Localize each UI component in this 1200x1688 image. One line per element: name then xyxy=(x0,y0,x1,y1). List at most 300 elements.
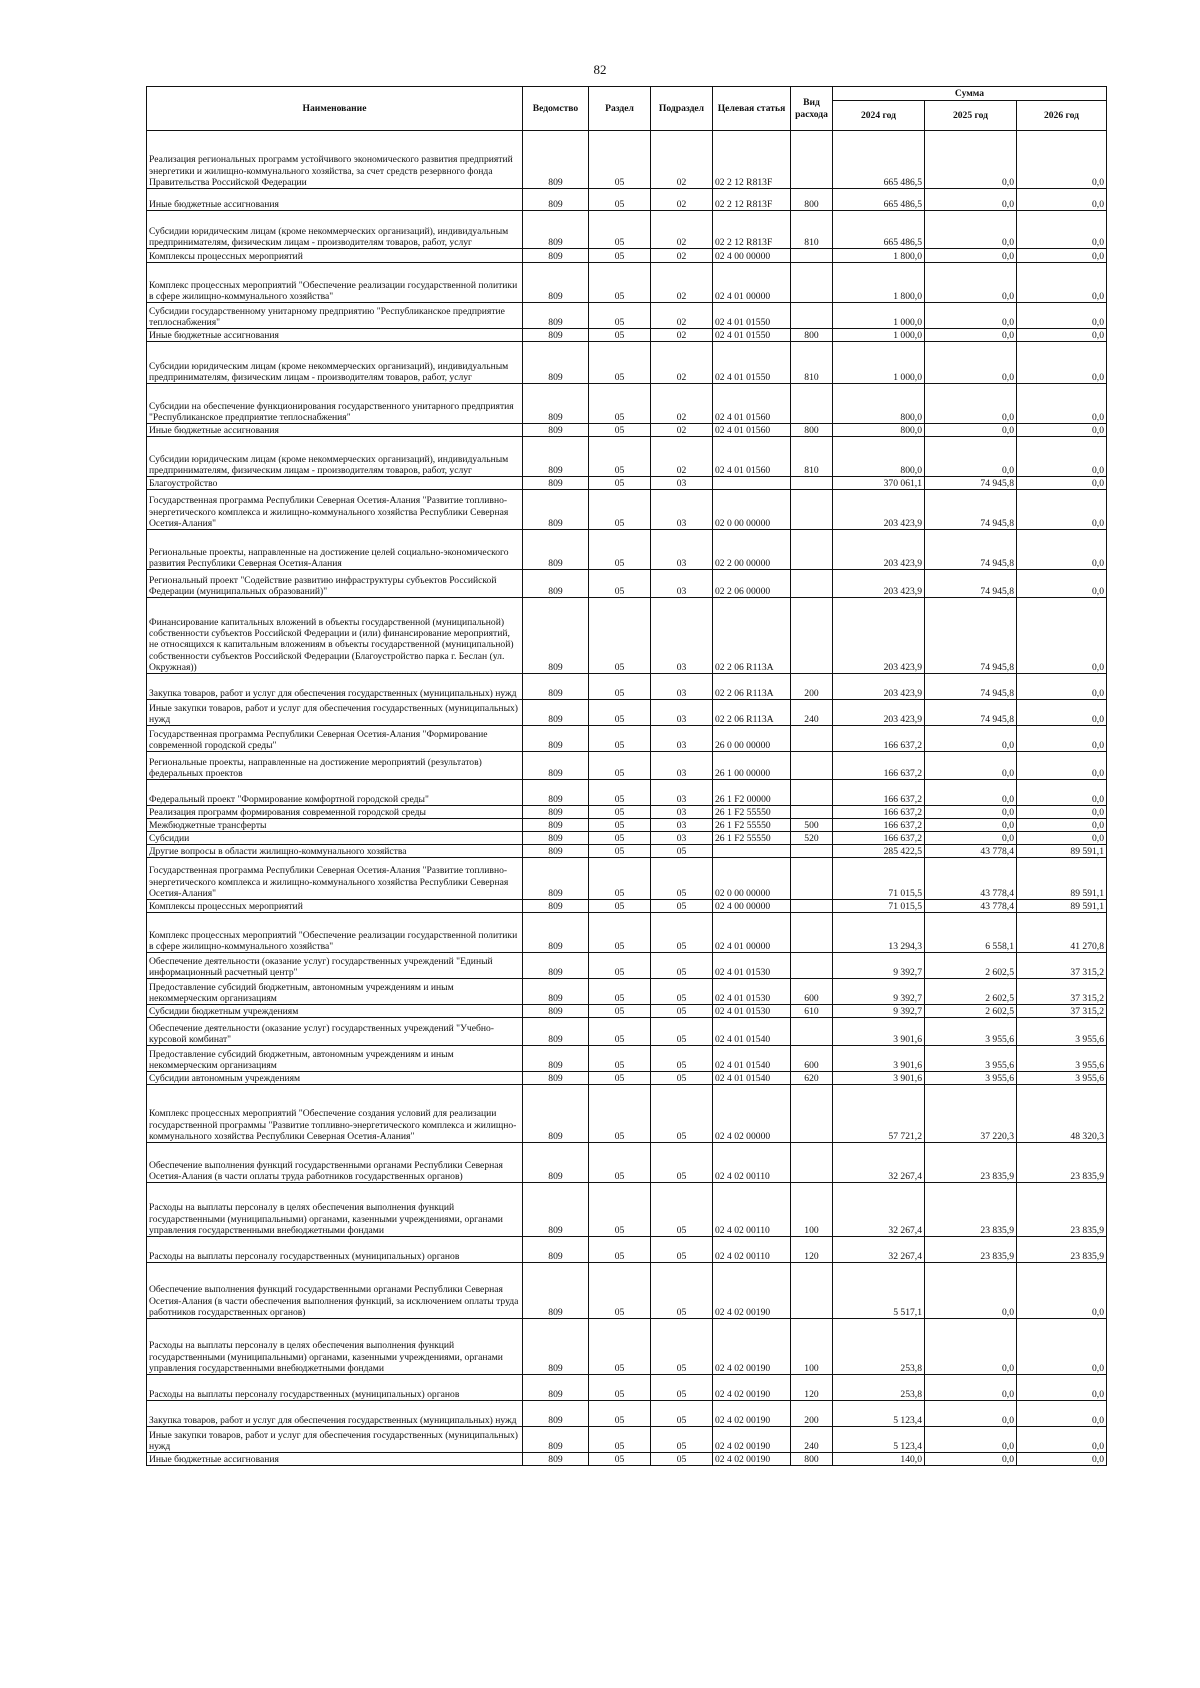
row-expense-type xyxy=(791,263,833,303)
row-podrazdel: 05 xyxy=(651,1375,713,1401)
table-row xyxy=(147,1085,1107,1143)
row-podrazdel: 05 xyxy=(651,1183,713,1237)
row-podrazdel: 03 xyxy=(651,726,713,752)
row-razdel: 05 xyxy=(589,845,651,858)
row-name: Обеспечение деятельности (оказание услуг) государственных учреждений "Учебно-курсовой комбинат" xyxy=(147,1018,523,1046)
row-sum-2025: 74 945,8 xyxy=(925,598,1017,674)
row-razdel: 05 xyxy=(589,1046,651,1072)
row-razdel: 05 xyxy=(589,437,651,477)
row-sum-2026: 89 591,1 xyxy=(1017,858,1107,900)
row-podrazdel: 03 xyxy=(651,477,713,490)
row-podrazdel: 03 xyxy=(651,806,713,819)
row-expense-type: 100 xyxy=(791,1319,833,1375)
table-row xyxy=(147,806,1107,819)
row-name: Закупка товаров, работ и услуг для обеспечения государственных (муниципальных) нужд xyxy=(147,674,523,700)
row-razdel: 05 xyxy=(589,1018,651,1046)
row-sum-2026: 23 835,9 xyxy=(1017,1237,1107,1263)
row-sum-2024: 665 486,5 xyxy=(833,211,925,249)
row-podrazdel: 05 xyxy=(651,953,713,979)
row-expense-type: 240 xyxy=(791,700,833,726)
row-vedomstvo: 809 xyxy=(523,1453,589,1466)
table-row xyxy=(147,490,1107,530)
row-sum-2025: 0,0 xyxy=(925,1319,1017,1375)
row-vedomstvo: 809 xyxy=(523,329,589,342)
table-row xyxy=(147,477,1107,490)
row-name: Региональные проекты, направленные на достижение целей социально-экономического развития Республики Северная Осетия-Алания xyxy=(147,530,523,570)
row-sum-2026: 0,0 xyxy=(1017,806,1107,819)
row-sum-2024: 665 486,5 xyxy=(833,189,925,211)
row-sum-2026: 23 835,9 xyxy=(1017,1143,1107,1183)
row-razdel: 05 xyxy=(589,726,651,752)
row-expense-type xyxy=(791,303,833,329)
row-razdel: 05 xyxy=(589,1263,651,1319)
row-razdel: 05 xyxy=(589,1183,651,1237)
row-sum-2024: 3 901,6 xyxy=(833,1018,925,1046)
row-target-article: 02 4 01 01530 xyxy=(713,953,791,979)
row-sum-2025: 0,0 xyxy=(925,726,1017,752)
row-sum-2025: 3 955,6 xyxy=(925,1018,1017,1046)
row-expense-type xyxy=(791,1085,833,1143)
row-podrazdel: 02 xyxy=(651,329,713,342)
row-sum-2024: 9 392,7 xyxy=(833,953,925,979)
row-razdel: 05 xyxy=(589,329,651,342)
row-name: Расходы на выплаты персоналу в целях обеспечения выполнения функций государственными (муниципальными) органами, казенными учреждениями, органами управления государственными внебюджетными фондами xyxy=(147,1183,523,1237)
row-sum-2025: 0,0 xyxy=(925,263,1017,303)
row-vedomstvo: 809 xyxy=(523,249,589,263)
row-sum-2025: 0,0 xyxy=(925,1453,1017,1466)
row-expense-type: 610 xyxy=(791,1005,833,1018)
row-sum-2026: 0,0 xyxy=(1017,752,1107,780)
row-sum-2026: 0,0 xyxy=(1017,1375,1107,1401)
row-podrazdel: 02 xyxy=(651,303,713,329)
row-name: Субсидии юридическим лицам (кроме некоммерческих организаций), индивидуальным предпринимателям, физическим лицам - производителям товаров, работ, услуг xyxy=(147,342,523,384)
row-razdel: 05 xyxy=(589,913,651,953)
row-sum-2025: 2 602,5 xyxy=(925,1005,1017,1018)
table-row xyxy=(147,674,1107,700)
row-name: Межбюджетные трансферты xyxy=(147,819,523,832)
row-expense-type xyxy=(791,131,833,189)
row-name: Расходы на выплаты персоналу в целях обеспечения выполнения функций государственными (муниципальными) органами, казенными учреждениями, органами управления государственными внебюджетными фондами xyxy=(147,1319,523,1375)
row-target-article: 02 2 12 R813F xyxy=(713,189,791,211)
row-podrazdel: 05 xyxy=(651,1143,713,1183)
row-sum-2026: 0,0 xyxy=(1017,342,1107,384)
table-row xyxy=(147,263,1107,303)
row-sum-2025: 43 778,4 xyxy=(925,845,1017,858)
row-target-article: 02 2 12 R813F xyxy=(713,131,791,189)
table-row xyxy=(147,303,1107,329)
row-razdel: 05 xyxy=(589,1375,651,1401)
row-sum-2024: 800,0 xyxy=(833,437,925,477)
row-target-article: 02 4 01 01560 xyxy=(713,424,791,437)
row-target-article: 02 2 06 R113A xyxy=(713,598,791,674)
row-target-article: 02 2 06 R113A xyxy=(713,674,791,700)
header-expense-type: Вид расхода xyxy=(791,87,833,131)
row-target-article: 02 4 01 00000 xyxy=(713,913,791,953)
table-row xyxy=(147,530,1107,570)
row-podrazdel: 03 xyxy=(651,832,713,845)
row-razdel: 05 xyxy=(589,1401,651,1427)
row-expense-type xyxy=(791,598,833,674)
row-target-article: 02 4 01 01550 xyxy=(713,329,791,342)
row-sum-2024: 32 267,4 xyxy=(833,1183,925,1237)
row-target-article: 02 4 02 00000 xyxy=(713,1085,791,1143)
row-expense-type xyxy=(791,1018,833,1046)
row-vedomstvo: 809 xyxy=(523,752,589,780)
row-name: Комплекс процессных мероприятий "Обеспечение реализации государственной политики в сфере жилищно-коммунального хозяйства" xyxy=(147,913,523,953)
row-podrazdel: 05 xyxy=(651,1018,713,1046)
row-sum-2025: 0,0 xyxy=(925,806,1017,819)
row-vedomstvo: 809 xyxy=(523,819,589,832)
row-vedomstvo: 809 xyxy=(523,342,589,384)
row-razdel: 05 xyxy=(589,953,651,979)
row-razdel: 05 xyxy=(589,424,651,437)
row-sum-2026: 0,0 xyxy=(1017,477,1107,490)
row-name: Федеральный проект "Формирование комфортной городской среды" xyxy=(147,780,523,806)
row-sum-2025: 37 220,3 xyxy=(925,1085,1017,1143)
row-sum-2026: 3 955,6 xyxy=(1017,1072,1107,1085)
row-name: Субсидии xyxy=(147,832,523,845)
row-expense-type: 800 xyxy=(791,424,833,437)
table-row xyxy=(147,1453,1107,1466)
row-target-article: 02 4 02 00110 xyxy=(713,1237,791,1263)
row-sum-2024: 166 637,2 xyxy=(833,726,925,752)
row-sum-2024: 71 015,5 xyxy=(833,900,925,913)
row-razdel: 05 xyxy=(589,189,651,211)
row-sum-2024: 166 637,2 xyxy=(833,752,925,780)
row-podrazdel: 05 xyxy=(651,845,713,858)
row-razdel: 05 xyxy=(589,1072,651,1085)
row-sum-2026: 0,0 xyxy=(1017,424,1107,437)
header-year-2025: 2025 год xyxy=(925,101,1017,131)
row-sum-2024: 9 392,7 xyxy=(833,1005,925,1018)
row-razdel: 05 xyxy=(589,131,651,189)
row-sum-2026: 48 320,3 xyxy=(1017,1085,1107,1143)
row-name: Реализация программ формирования современной городской среды xyxy=(147,806,523,819)
row-sum-2025: 2 602,5 xyxy=(925,979,1017,1005)
row-vedomstvo: 809 xyxy=(523,303,589,329)
row-razdel: 05 xyxy=(589,780,651,806)
header-sum: Сумма xyxy=(833,87,1107,101)
row-podrazdel: 05 xyxy=(651,1237,713,1263)
row-razdel: 05 xyxy=(589,490,651,530)
row-vedomstvo: 809 xyxy=(523,570,589,598)
row-expense-type xyxy=(791,953,833,979)
row-sum-2026: 41 270,8 xyxy=(1017,913,1107,953)
row-razdel: 05 xyxy=(589,752,651,780)
row-expense-type xyxy=(791,913,833,953)
row-razdel: 05 xyxy=(589,384,651,424)
row-sum-2026: 0,0 xyxy=(1017,384,1107,424)
row-sum-2024: 253,8 xyxy=(833,1375,925,1401)
row-vedomstvo: 809 xyxy=(523,806,589,819)
row-sum-2026: 0,0 xyxy=(1017,1427,1107,1453)
row-expense-type: 600 xyxy=(791,1046,833,1072)
row-target-article: 02 4 00 00000 xyxy=(713,249,791,263)
row-sum-2026: 0,0 xyxy=(1017,249,1107,263)
row-podrazdel: 05 xyxy=(651,1263,713,1319)
row-sum-2024: 1 800,0 xyxy=(833,249,925,263)
row-sum-2026: 0,0 xyxy=(1017,598,1107,674)
row-target-article: 02 2 06 R113A xyxy=(713,700,791,726)
row-vedomstvo: 809 xyxy=(523,490,589,530)
row-sum-2026: 0,0 xyxy=(1017,1319,1107,1375)
row-expense-type: 520 xyxy=(791,832,833,845)
row-vedomstvo: 809 xyxy=(523,900,589,913)
row-target-article: 02 4 01 01560 xyxy=(713,384,791,424)
row-name: Расходы на выплаты персоналу государственных (муниципальных) органов xyxy=(147,1237,523,1263)
header-razdel: Раздел xyxy=(589,87,651,131)
row-name: Субсидии бюджетным учреждениям xyxy=(147,1005,523,1018)
table-row xyxy=(147,1319,1107,1375)
row-sum-2026: 0,0 xyxy=(1017,1401,1107,1427)
row-expense-type: 800 xyxy=(791,329,833,342)
row-target-article: 26 1 F2 55550 xyxy=(713,806,791,819)
row-target-article: 02 0 00 00000 xyxy=(713,858,791,900)
row-vedomstvo: 809 xyxy=(523,424,589,437)
row-name: Иные закупки товаров, работ и услуг для обеспечения государственных (муниципальных) нужд xyxy=(147,1427,523,1453)
row-target-article: 02 4 01 01540 xyxy=(713,1072,791,1085)
row-sum-2026: 0,0 xyxy=(1017,437,1107,477)
row-sum-2025: 0,0 xyxy=(925,437,1017,477)
row-expense-type: 600 xyxy=(791,979,833,1005)
row-sum-2024: 5 123,4 xyxy=(833,1401,925,1427)
row-expense-type: 810 xyxy=(791,437,833,477)
row-target-article: 02 4 02 00190 xyxy=(713,1319,791,1375)
row-expense-type: 120 xyxy=(791,1375,833,1401)
table-row xyxy=(147,1018,1107,1046)
row-razdel: 05 xyxy=(589,806,651,819)
row-sum-2024: 203 423,9 xyxy=(833,490,925,530)
table-row xyxy=(147,900,1107,913)
budget-table xyxy=(146,86,1107,1466)
row-target-article: 26 1 F2 00000 xyxy=(713,780,791,806)
row-name: Обеспечение выполнения функций государственными органами Республики Северная Осетия-Алания (в части обеспечения выполнения функций, за исключением оплаты труда работников государственных органов) xyxy=(147,1263,523,1319)
row-razdel: 05 xyxy=(589,832,651,845)
row-target-article: 02 4 01 00000 xyxy=(713,263,791,303)
row-name: Комплекс процессных мероприятий "Обеспечение создания условий для реализации государственной программы "Развитие топливно-энергетического комплекса и жилищно-коммунального хозяйства Республики Северная Осетия-Алания" xyxy=(147,1085,523,1143)
row-sum-2024: 253,8 xyxy=(833,1319,925,1375)
row-expense-type xyxy=(791,384,833,424)
row-target-article: 02 4 01 01540 xyxy=(713,1018,791,1046)
row-vedomstvo: 809 xyxy=(523,477,589,490)
row-sum-2024: 370 061,1 xyxy=(833,477,925,490)
row-podrazdel: 05 xyxy=(651,858,713,900)
row-sum-2026: 0,0 xyxy=(1017,530,1107,570)
row-vedomstvo: 809 xyxy=(523,1046,589,1072)
row-sum-2025: 0,0 xyxy=(925,1375,1017,1401)
row-name: Обеспечение выполнения функций государственными органами Республики Северная Осетия-Алания (в части оплаты труда работников государственных органов) xyxy=(147,1143,523,1183)
row-sum-2024: 140,0 xyxy=(833,1453,925,1466)
row-razdel: 05 xyxy=(589,1453,651,1466)
row-sum-2024: 285 422,5 xyxy=(833,845,925,858)
row-razdel: 05 xyxy=(589,1143,651,1183)
row-sum-2025: 0,0 xyxy=(925,1401,1017,1427)
row-podrazdel: 03 xyxy=(651,780,713,806)
row-sum-2025: 0,0 xyxy=(925,329,1017,342)
row-podrazdel: 05 xyxy=(651,913,713,953)
row-sum-2025: 74 945,8 xyxy=(925,674,1017,700)
row-sum-2025: 0,0 xyxy=(925,832,1017,845)
row-podrazdel: 03 xyxy=(651,530,713,570)
row-vedomstvo: 809 xyxy=(523,1183,589,1237)
row-sum-2024: 1 000,0 xyxy=(833,329,925,342)
row-target-article: 02 4 01 01530 xyxy=(713,979,791,1005)
row-sum-2025: 0,0 xyxy=(925,342,1017,384)
table-row xyxy=(147,913,1107,953)
row-sum-2024: 71 015,5 xyxy=(833,858,925,900)
row-podrazdel: 05 xyxy=(651,1046,713,1072)
row-razdel: 05 xyxy=(589,530,651,570)
table-row xyxy=(147,1401,1107,1427)
row-target-article: 02 4 02 00190 xyxy=(713,1375,791,1401)
row-sum-2026: 37 315,2 xyxy=(1017,1005,1107,1018)
row-sum-2026: 3 955,6 xyxy=(1017,1018,1107,1046)
row-vedomstvo: 809 xyxy=(523,780,589,806)
table-row xyxy=(147,342,1107,384)
row-sum-2025: 43 778,4 xyxy=(925,900,1017,913)
table-body xyxy=(147,131,1107,1466)
row-razdel: 05 xyxy=(589,477,651,490)
row-sum-2026: 0,0 xyxy=(1017,490,1107,530)
row-podrazdel: 02 xyxy=(651,211,713,249)
row-podrazdel: 05 xyxy=(651,1319,713,1375)
row-sum-2026: 0,0 xyxy=(1017,329,1107,342)
row-name: Субсидии государственному унитарному предприятию "Республиканское предприятие теплоснабжения" xyxy=(147,303,523,329)
row-sum-2026: 23 835,9 xyxy=(1017,1183,1107,1237)
header-target-article: Целевая статья xyxy=(713,87,791,131)
row-expense-type xyxy=(791,477,833,490)
row-sum-2024: 203 423,9 xyxy=(833,700,925,726)
row-razdel: 05 xyxy=(589,598,651,674)
row-podrazdel: 02 xyxy=(651,342,713,384)
row-sum-2025: 2 602,5 xyxy=(925,953,1017,979)
row-sum-2025: 23 835,9 xyxy=(925,1183,1017,1237)
table-row xyxy=(147,1005,1107,1018)
row-sum-2024: 203 423,9 xyxy=(833,530,925,570)
row-podrazdel: 05 xyxy=(651,1005,713,1018)
row-podrazdel: 05 xyxy=(651,1085,713,1143)
row-target-article: 02 4 02 00110 xyxy=(713,1183,791,1237)
table-row xyxy=(147,424,1107,437)
header-name: Наименование xyxy=(147,87,523,131)
row-vedomstvo: 809 xyxy=(523,1072,589,1085)
header-year-2026: 2026 год xyxy=(1017,101,1107,131)
row-podrazdel: 02 xyxy=(651,131,713,189)
row-vedomstvo: 809 xyxy=(523,979,589,1005)
row-vedomstvo: 809 xyxy=(523,726,589,752)
row-vedomstvo: 809 xyxy=(523,845,589,858)
row-target-article: 26 1 F2 55550 xyxy=(713,832,791,845)
row-vedomstvo: 809 xyxy=(523,858,589,900)
row-sum-2025: 0,0 xyxy=(925,384,1017,424)
row-razdel: 05 xyxy=(589,900,651,913)
row-sum-2024: 9 392,7 xyxy=(833,979,925,1005)
row-target-article: 02 4 01 01560 xyxy=(713,437,791,477)
row-target-article: 26 1 F2 55550 xyxy=(713,819,791,832)
row-target-article: 02 4 01 01550 xyxy=(713,342,791,384)
row-sum-2026: 37 315,2 xyxy=(1017,953,1107,979)
table-row xyxy=(147,598,1107,674)
row-sum-2025: 23 835,9 xyxy=(925,1237,1017,1263)
table-row xyxy=(147,1143,1107,1183)
row-expense-type xyxy=(791,570,833,598)
row-sum-2025: 23 835,9 xyxy=(925,1143,1017,1183)
row-razdel: 05 xyxy=(589,819,651,832)
row-razdel: 05 xyxy=(589,1319,651,1375)
row-razdel: 05 xyxy=(589,263,651,303)
row-target-article: 02 0 00 00000 xyxy=(713,490,791,530)
row-vedomstvo: 809 xyxy=(523,1237,589,1263)
table-row xyxy=(147,752,1107,780)
row-name: Комплексы процессных мероприятий xyxy=(147,900,523,913)
row-razdel: 05 xyxy=(589,249,651,263)
row-sum-2026: 89 591,1 xyxy=(1017,900,1107,913)
row-sum-2026: 89 591,1 xyxy=(1017,845,1107,858)
row-name: Иные закупки товаров, работ и услуг для обеспечения государственных (муниципальных) нужд xyxy=(147,700,523,726)
row-podrazdel: 03 xyxy=(651,752,713,780)
row-expense-type: 100 xyxy=(791,1183,833,1237)
row-vedomstvo: 809 xyxy=(523,1319,589,1375)
row-target-article: 02 2 12 R813F xyxy=(713,211,791,249)
row-razdel: 05 xyxy=(589,1005,651,1018)
row-target-article: 26 1 00 00000 xyxy=(713,752,791,780)
row-podrazdel: 03 xyxy=(651,674,713,700)
row-vedomstvo: 809 xyxy=(523,1263,589,1319)
row-target-article: 26 0 00 00000 xyxy=(713,726,791,752)
row-sum-2026: 37 315,2 xyxy=(1017,979,1107,1005)
row-expense-type xyxy=(791,806,833,819)
header-podrazdel: Подраздел xyxy=(651,87,713,131)
row-expense-type xyxy=(791,845,833,858)
table-row xyxy=(147,953,1107,979)
table-row xyxy=(147,189,1107,211)
row-name: Субсидии автономным учреждениям xyxy=(147,1072,523,1085)
row-expense-type: 240 xyxy=(791,1427,833,1453)
row-sum-2026: 3 955,6 xyxy=(1017,1046,1107,1072)
row-expense-type xyxy=(791,490,833,530)
table-row xyxy=(147,131,1107,189)
row-expense-type xyxy=(791,249,833,263)
row-name: Государственная программа Республики Северная Осетия-Алания "Развитие топливно-энергетического комплекса и жилищно-коммунального хозяйства Республики Северная Осетия-Алания" xyxy=(147,490,523,530)
row-sum-2026: 0,0 xyxy=(1017,1263,1107,1319)
row-expense-type: 810 xyxy=(791,211,833,249)
row-vedomstvo: 809 xyxy=(523,437,589,477)
row-sum-2026: 0,0 xyxy=(1017,832,1107,845)
row-sum-2024: 166 637,2 xyxy=(833,832,925,845)
row-razdel: 05 xyxy=(589,303,651,329)
row-sum-2024: 1 000,0 xyxy=(833,303,925,329)
row-name: Предоставление субсидий бюджетным, автономным учреждениям и иным некоммерческим организациям xyxy=(147,1046,523,1072)
row-name: Иные бюджетные ассигнования xyxy=(147,1453,523,1466)
table-row xyxy=(147,845,1107,858)
table-row xyxy=(147,1375,1107,1401)
row-expense-type xyxy=(791,752,833,780)
row-sum-2026: 0,0 xyxy=(1017,700,1107,726)
row-sum-2025: 0,0 xyxy=(925,1263,1017,1319)
row-target-article: 02 4 01 01550 xyxy=(713,303,791,329)
row-vedomstvo: 809 xyxy=(523,1018,589,1046)
row-name: Комплексы процессных мероприятий xyxy=(147,249,523,263)
row-podrazdel: 05 xyxy=(651,1401,713,1427)
row-razdel: 05 xyxy=(589,342,651,384)
table-row xyxy=(147,726,1107,752)
row-target-article xyxy=(713,477,791,490)
row-target-article: 02 4 01 01530 xyxy=(713,1005,791,1018)
row-expense-type xyxy=(791,780,833,806)
row-podrazdel: 02 xyxy=(651,384,713,424)
row-sum-2024: 203 423,9 xyxy=(833,598,925,674)
row-vedomstvo: 809 xyxy=(523,700,589,726)
